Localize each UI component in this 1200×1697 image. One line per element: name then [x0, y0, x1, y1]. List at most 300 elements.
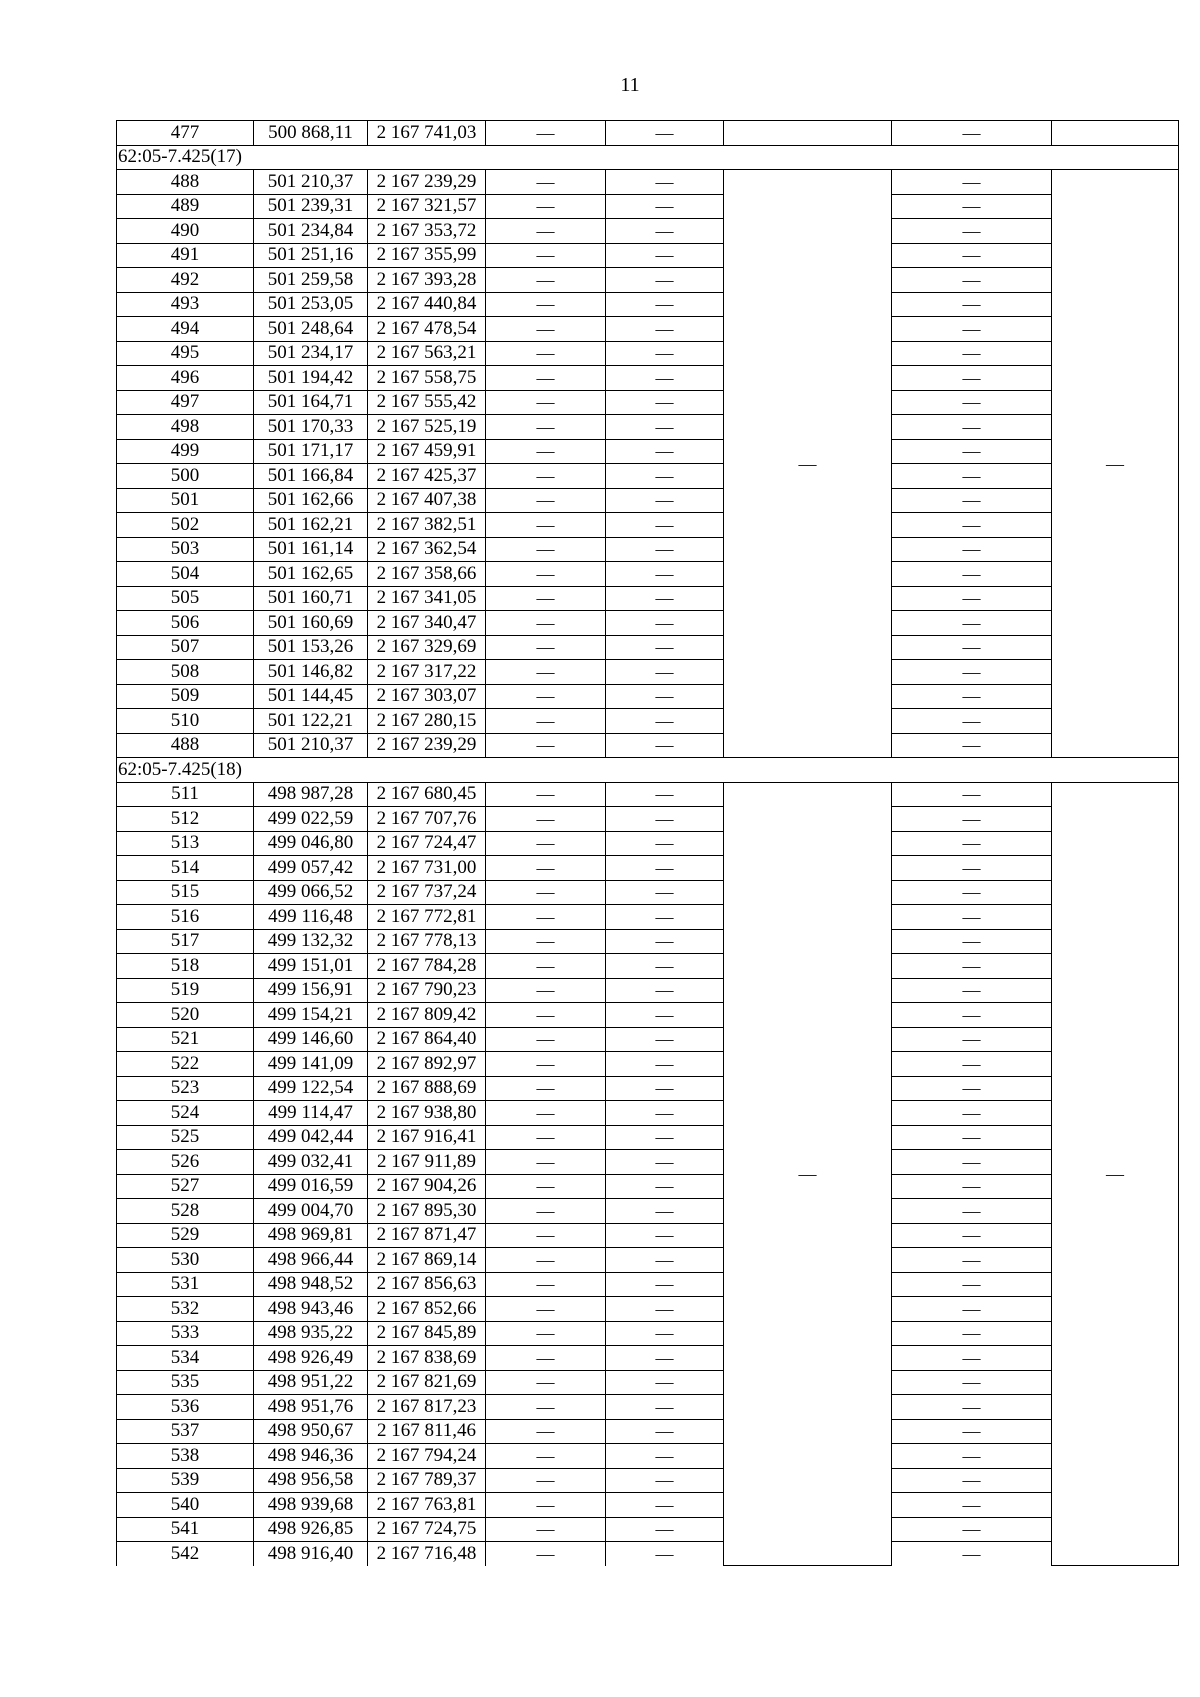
point-number: 477: [117, 121, 254, 146]
coord-x: 498 935,22: [254, 1321, 368, 1346]
coord-y: 2 167 817,23: [368, 1395, 486, 1420]
coord-y: 2 167 895,30: [368, 1199, 486, 1224]
coord-x: 501 239,31: [254, 194, 368, 219]
point-number: 523: [117, 1076, 254, 1101]
table-row: [117, 1076, 1179, 1101]
coord-y: 2 167 317,22: [368, 660, 486, 685]
dash-cell: —: [486, 1052, 606, 1077]
dash-cell: —: [486, 635, 606, 660]
point-number: 502: [117, 513, 254, 538]
dash-cell: —: [892, 464, 1052, 489]
coord-x: 501 160,71: [254, 586, 368, 611]
dash-cell: —: [606, 1052, 724, 1077]
coord-y: 2 167 938,80: [368, 1101, 486, 1126]
coord-y: 2 167 838,69: [368, 1346, 486, 1371]
dash-cell: —: [892, 978, 1052, 1003]
table-row: [117, 317, 1179, 342]
dash-cell: —: [486, 439, 606, 464]
dash-cell: —: [486, 1027, 606, 1052]
coord-x: 501 153,26: [254, 635, 368, 660]
point-number: 498: [117, 415, 254, 440]
coord-y: 2 167 794,24: [368, 1444, 486, 1469]
dash-cell: —: [892, 537, 1052, 562]
coord-y: 2 167 280,15: [368, 709, 486, 734]
dash-cell: —: [606, 390, 724, 415]
dash-cell: —: [606, 292, 724, 317]
dash-cell: —: [486, 1517, 606, 1542]
dash-cell: —: [486, 586, 606, 611]
table-row: [117, 1468, 1179, 1493]
dash-cell: —: [892, 1297, 1052, 1322]
table-row: [117, 1125, 1179, 1150]
coord-x: 499 066,52: [254, 880, 368, 905]
point-number: 495: [117, 341, 254, 366]
table-row: [117, 1199, 1179, 1224]
dash-cell: —: [606, 268, 724, 293]
coord-x: 501 161,14: [254, 537, 368, 562]
dash-cell: —: [486, 1542, 606, 1566]
table-row: [117, 513, 1179, 538]
coord-x: 499 132,32: [254, 929, 368, 954]
point-number: 535: [117, 1370, 254, 1395]
dash-cell: —: [486, 660, 606, 685]
table-row: [117, 268, 1179, 293]
dash-cell: —: [892, 1395, 1052, 1420]
dash-cell: —: [606, 464, 724, 489]
point-number: 499: [117, 439, 254, 464]
dash-cell: —: [892, 1468, 1052, 1493]
dash-cell: —: [606, 1003, 724, 1028]
table-row: [117, 1444, 1179, 1469]
dash-cell: —: [892, 366, 1052, 391]
point-number: 539: [117, 1468, 254, 1493]
dash-cell: —: [606, 978, 724, 1003]
coord-x: 498 951,22: [254, 1370, 368, 1395]
point-number: 497: [117, 390, 254, 415]
dash-cell: —: [606, 586, 724, 611]
point-number: 508: [117, 660, 254, 685]
dash-cell: —: [606, 1272, 724, 1297]
coord-y: 2 167 239,29: [368, 733, 486, 758]
dash-cell: —: [486, 1493, 606, 1518]
coord-y: 2 167 784,28: [368, 954, 486, 979]
dash-cell: —: [606, 1517, 724, 1542]
dash-cell: —: [486, 880, 606, 905]
point-number: 501: [117, 488, 254, 513]
coord-y: 2 167 478,54: [368, 317, 486, 342]
dash-cell: —: [486, 537, 606, 562]
point-number: 509: [117, 684, 254, 709]
dash-cell: —: [892, 415, 1052, 440]
dash-cell: —: [606, 243, 724, 268]
merged-dash-cell: —: [1052, 782, 1179, 1566]
coord-y: 2 167 811,46: [368, 1419, 486, 1444]
table-row: [117, 1272, 1179, 1297]
coord-x: 498 926,49: [254, 1346, 368, 1371]
table-row: [117, 464, 1179, 489]
dash-cell: —: [892, 1444, 1052, 1469]
dash-cell: —: [606, 856, 724, 881]
dash-cell: —: [606, 782, 724, 807]
dash-cell: —: [486, 1444, 606, 1469]
coord-x: 501 251,16: [254, 243, 368, 268]
dash-cell: —: [892, 390, 1052, 415]
dash-cell: —: [486, 831, 606, 856]
point-number: 534: [117, 1346, 254, 1371]
dash-cell: —: [486, 1101, 606, 1126]
table-row: [117, 1346, 1179, 1371]
table-row: [117, 537, 1179, 562]
dash-cell: —: [892, 121, 1052, 146]
dash-cell: —: [606, 1395, 724, 1420]
coord-x: 499 016,59: [254, 1174, 368, 1199]
dash-cell: —: [892, 1150, 1052, 1175]
dash-cell: —: [486, 1272, 606, 1297]
point-number: 524: [117, 1101, 254, 1126]
dash-cell: —: [486, 415, 606, 440]
table-row: [117, 1321, 1179, 1346]
table-row: [117, 415, 1179, 440]
point-number: 528: [117, 1199, 254, 1224]
dash-cell: —: [892, 1542, 1052, 1566]
coord-x: 501 194,42: [254, 366, 368, 391]
dash-cell: —: [486, 856, 606, 881]
dash-cell: —: [892, 268, 1052, 293]
dash-cell: —: [892, 1101, 1052, 1126]
point-number: 492: [117, 268, 254, 293]
empty-cell: [724, 121, 892, 146]
point-number: 518: [117, 954, 254, 979]
coord-y: 2 167 393,28: [368, 268, 486, 293]
coord-y: 2 167 239,29: [368, 170, 486, 195]
coord-y: 2 167 789,37: [368, 1468, 486, 1493]
dash-cell: —: [486, 1076, 606, 1101]
table-row: [117, 170, 1179, 195]
dash-cell: —: [892, 1076, 1052, 1101]
coord-y: 2 167 321,57: [368, 194, 486, 219]
dash-cell: —: [892, 1199, 1052, 1224]
point-number: 505: [117, 586, 254, 611]
table-row: [117, 733, 1179, 758]
dash-cell: —: [486, 611, 606, 636]
dash-cell: —: [606, 194, 724, 219]
dash-cell: —: [486, 1395, 606, 1420]
coord-y: 2 167 904,26: [368, 1174, 486, 1199]
coord-y: 2 167 362,54: [368, 537, 486, 562]
dash-cell: —: [486, 978, 606, 1003]
point-number: 500: [117, 464, 254, 489]
table-row: [117, 1223, 1179, 1248]
point-number: 494: [117, 317, 254, 342]
coordinates-table: [116, 120, 1179, 1566]
point-number: 538: [117, 1444, 254, 1469]
dash-cell: —: [606, 1125, 724, 1150]
coord-x: 501 162,66: [254, 488, 368, 513]
coord-x: 501 259,58: [254, 268, 368, 293]
table-row: [117, 1101, 1179, 1126]
table-row: [117, 782, 1179, 807]
coord-y: 2 167 864,40: [368, 1027, 486, 1052]
coord-x: 498 948,52: [254, 1272, 368, 1297]
dash-cell: —: [892, 807, 1052, 832]
point-number: 520: [117, 1003, 254, 1028]
dash-cell: —: [486, 782, 606, 807]
coord-x: 499 122,54: [254, 1076, 368, 1101]
coord-y: 2 167 871,47: [368, 1223, 486, 1248]
dash-cell: —: [486, 1346, 606, 1371]
dash-cell: —: [486, 121, 606, 146]
coord-x: 498 966,44: [254, 1248, 368, 1273]
section-title: 62:05-7.425(18): [117, 758, 1179, 783]
dash-cell: —: [606, 880, 724, 905]
dash-cell: —: [892, 635, 1052, 660]
table-row: [117, 341, 1179, 366]
table-row: [117, 1517, 1179, 1542]
table-row: [117, 1395, 1179, 1420]
dash-cell: —: [606, 415, 724, 440]
table-row: [117, 807, 1179, 832]
coord-x: 499 141,09: [254, 1052, 368, 1077]
coord-y: 2 167 731,00: [368, 856, 486, 881]
point-number: 512: [117, 807, 254, 832]
dash-cell: —: [892, 782, 1052, 807]
dash-cell: —: [486, 905, 606, 930]
point-number: 536: [117, 1395, 254, 1420]
dash-cell: —: [892, 1027, 1052, 1052]
table-row: [117, 488, 1179, 513]
dash-cell: —: [892, 611, 1052, 636]
table-row: [117, 219, 1179, 244]
dash-cell: —: [892, 586, 1052, 611]
coord-y: 2 167 892,97: [368, 1052, 486, 1077]
dash-cell: —: [486, 1003, 606, 1028]
dash-cell: —: [486, 1468, 606, 1493]
dash-cell: —: [606, 219, 724, 244]
point-number: 532: [117, 1297, 254, 1322]
coord-y: 2 167 358,66: [368, 562, 486, 587]
coord-x: 499 022,59: [254, 807, 368, 832]
table-row: [117, 1052, 1179, 1077]
dash-cell: —: [892, 733, 1052, 758]
dash-cell: —: [486, 341, 606, 366]
coord-y: 2 167 680,45: [368, 782, 486, 807]
coord-x: 499 032,41: [254, 1150, 368, 1175]
coord-y: 2 167 856,63: [368, 1272, 486, 1297]
dash-cell: —: [486, 464, 606, 489]
dash-cell: —: [486, 170, 606, 195]
coord-y: 2 167 353,72: [368, 219, 486, 244]
dash-cell: —: [606, 1027, 724, 1052]
coord-y: 2 167 563,21: [368, 341, 486, 366]
coord-x: 498 950,67: [254, 1419, 368, 1444]
point-number: 531: [117, 1272, 254, 1297]
coord-x: 499 057,42: [254, 856, 368, 881]
coord-x: 498 946,36: [254, 1444, 368, 1469]
dash-cell: —: [486, 1370, 606, 1395]
coord-x: 498 987,28: [254, 782, 368, 807]
dash-cell: —: [892, 1125, 1052, 1150]
coord-x: 501 160,69: [254, 611, 368, 636]
dash-cell: —: [606, 513, 724, 538]
dash-cell: —: [606, 1468, 724, 1493]
point-number: 514: [117, 856, 254, 881]
dash-cell: —: [892, 243, 1052, 268]
dash-cell: —: [892, 880, 1052, 905]
point-number: 490: [117, 219, 254, 244]
dash-cell: —: [892, 1370, 1052, 1395]
table-row: [117, 929, 1179, 954]
point-number: 530: [117, 1248, 254, 1273]
table-body: [117, 121, 1179, 1566]
dash-cell: —: [486, 929, 606, 954]
merged-dash-cell: —: [724, 170, 892, 758]
point-number: 519: [117, 978, 254, 1003]
dash-cell: —: [486, 709, 606, 734]
table-row: [117, 390, 1179, 415]
dash-cell: —: [606, 1174, 724, 1199]
dash-cell: —: [486, 733, 606, 758]
coord-x: 499 156,91: [254, 978, 368, 1003]
coord-y: 2 167 303,07: [368, 684, 486, 709]
coord-x: 499 151,01: [254, 954, 368, 979]
dash-cell: —: [892, 1493, 1052, 1518]
point-number: 489: [117, 194, 254, 219]
table-row: [117, 1003, 1179, 1028]
point-number: 541: [117, 1517, 254, 1542]
dash-cell: —: [486, 292, 606, 317]
coord-y: 2 167 340,47: [368, 611, 486, 636]
table-row: [117, 831, 1179, 856]
dash-cell: —: [606, 635, 724, 660]
merged-dash-cell: —: [1052, 170, 1179, 758]
dash-cell: —: [486, 1174, 606, 1199]
coord-x: 501 253,05: [254, 292, 368, 317]
table-row: [117, 1542, 1179, 1566]
dash-cell: —: [606, 1101, 724, 1126]
dash-cell: —: [606, 439, 724, 464]
point-number: 491: [117, 243, 254, 268]
coord-y: 2 167 425,37: [368, 464, 486, 489]
dash-cell: —: [606, 611, 724, 636]
table-row: [117, 1150, 1179, 1175]
coord-x: 500 868,11: [254, 121, 368, 146]
coord-x: 501 162,65: [254, 562, 368, 587]
dash-cell: —: [606, 709, 724, 734]
point-number: 529: [117, 1223, 254, 1248]
table-row: [117, 1248, 1179, 1273]
point-number: 527: [117, 1174, 254, 1199]
dash-cell: —: [606, 1321, 724, 1346]
coord-y: 2 167 724,47: [368, 831, 486, 856]
point-number: 540: [117, 1493, 254, 1518]
dash-cell: —: [486, 1199, 606, 1224]
coord-x: 498 943,46: [254, 1297, 368, 1322]
dash-cell: —: [892, 1174, 1052, 1199]
dash-cell: —: [606, 1542, 724, 1566]
dash-cell: —: [606, 366, 724, 391]
coord-x: 498 916,40: [254, 1542, 368, 1566]
table-row: [117, 954, 1179, 979]
point-number: 504: [117, 562, 254, 587]
point-number: 493: [117, 292, 254, 317]
coord-y: 2 167 763,81: [368, 1493, 486, 1518]
point-number: 515: [117, 880, 254, 905]
dash-cell: —: [606, 660, 724, 685]
dash-cell: —: [606, 831, 724, 856]
table-row: [117, 439, 1179, 464]
dash-cell: —: [892, 1346, 1052, 1371]
coord-y: 2 167 329,69: [368, 635, 486, 660]
table-row: [117, 978, 1179, 1003]
dash-cell: —: [892, 856, 1052, 881]
coord-y: 2 167 888,69: [368, 1076, 486, 1101]
point-number: 488: [117, 170, 254, 195]
dash-cell: —: [486, 488, 606, 513]
point-number: 488: [117, 733, 254, 758]
dash-cell: —: [892, 317, 1052, 342]
section-header-row: [117, 758, 1179, 783]
coord-y: 2 167 724,75: [368, 1517, 486, 1542]
coord-x: 498 939,68: [254, 1493, 368, 1518]
dash-cell: —: [892, 513, 1052, 538]
dash-cell: —: [486, 219, 606, 244]
dash-cell: —: [892, 1517, 1052, 1542]
table-row: [117, 562, 1179, 587]
coord-x: 499 116,48: [254, 905, 368, 930]
coord-x: 499 146,60: [254, 1027, 368, 1052]
page-number: 11: [620, 74, 640, 96]
coord-y: 2 167 341,05: [368, 586, 486, 611]
dash-cell: —: [892, 439, 1052, 464]
dash-cell: —: [892, 219, 1052, 244]
dash-cell: —: [892, 954, 1052, 979]
point-number: 522: [117, 1052, 254, 1077]
coord-x: 501 162,21: [254, 513, 368, 538]
empty-cell: [1052, 121, 1179, 146]
dash-cell: —: [486, 1321, 606, 1346]
coord-y: 2 167 852,66: [368, 1297, 486, 1322]
coord-x: 499 046,80: [254, 831, 368, 856]
section-header-row: [117, 145, 1179, 170]
coord-y: 2 167 741,03: [368, 121, 486, 146]
dash-cell: —: [606, 121, 724, 146]
coord-x: 499 154,21: [254, 1003, 368, 1028]
coord-x: 501 170,33: [254, 415, 368, 440]
dash-cell: —: [606, 1370, 724, 1395]
coord-y: 2 167 382,51: [368, 513, 486, 538]
coord-y: 2 167 407,38: [368, 488, 486, 513]
coord-y: 2 167 707,76: [368, 807, 486, 832]
dash-cell: —: [892, 929, 1052, 954]
coord-y: 2 167 555,42: [368, 390, 486, 415]
coord-x: 501 166,84: [254, 464, 368, 489]
point-number: 533: [117, 1321, 254, 1346]
dash-cell: —: [892, 1419, 1052, 1444]
table-row: [117, 1419, 1179, 1444]
coord-x: 501 146,82: [254, 660, 368, 685]
coord-x: 498 926,85: [254, 1517, 368, 1542]
point-number: 526: [117, 1150, 254, 1175]
dash-cell: —: [606, 1444, 724, 1469]
section-title: 62:05-7.425(17): [117, 145, 1179, 170]
dash-cell: —: [486, 513, 606, 538]
dash-cell: —: [606, 562, 724, 587]
table-row: [117, 1297, 1179, 1322]
table-row: [117, 660, 1179, 685]
dash-cell: —: [892, 1321, 1052, 1346]
coord-y: 2 167 558,75: [368, 366, 486, 391]
dash-cell: —: [892, 660, 1052, 685]
